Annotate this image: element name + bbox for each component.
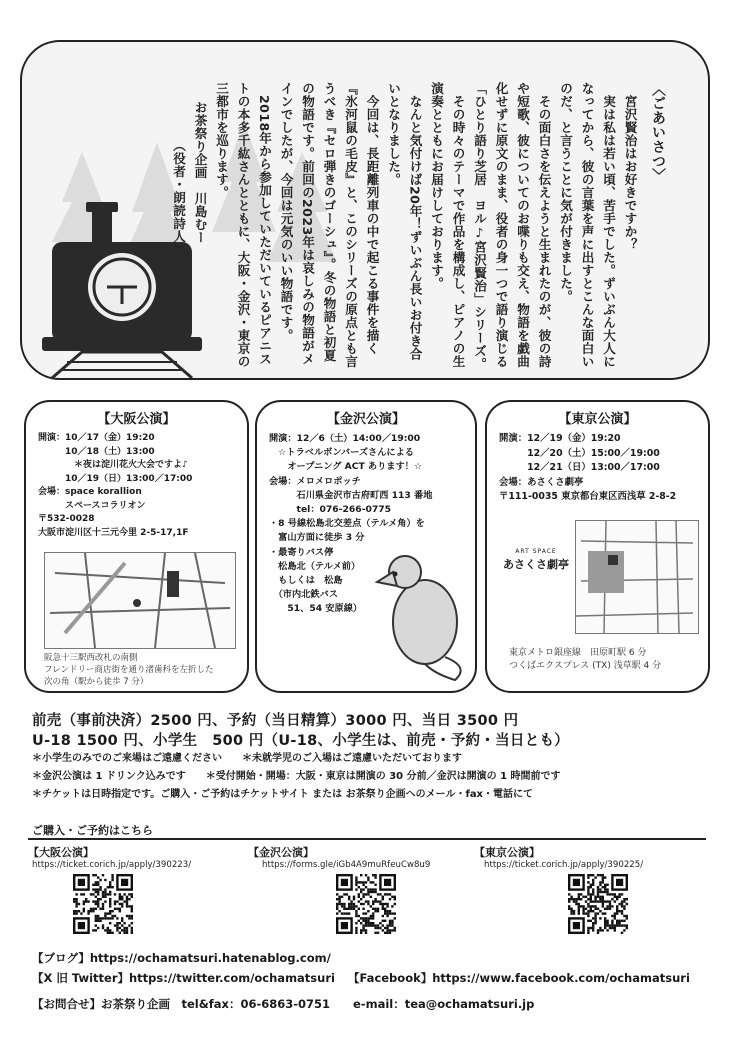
osaka-map-caption: 阪急十三駅西改札の南側 フレンドリー商店街を通り渚歯科を左折した 次の角（駅から徒歩 7 分）: [44, 653, 214, 687]
mouse-illustration: [375, 542, 475, 682]
tokyo-ticket-link[interactable]: https://ticket.corich.jp/apply/390225/: [484, 860, 644, 870]
tokyo-map-drawing: [576, 521, 698, 633]
note-3: ＊チケットは日時指定です。ご購入・ご予約はチケットサイト または お茶祭り企画へのメール・fax・電話にて: [32, 789, 534, 800]
tokyo-map: [575, 520, 699, 634]
tokyo-details: 開演：12／19（金）19:20 12／20（土）15:00／19:00 12／21（日）13:00／17:00 会場：あさくさ劇亭 〒111-0035 東京都台東区西浅草 2-8-2: [499, 433, 677, 502]
greeting-paragraph: 実は私は若い頃、苦手でした。ずいぶん大人になってから、彼の言葉を声に出すとこんな面白いのだ、と言うことに気が付きました。: [558, 82, 616, 368]
greeting-panel: [20, 40, 710, 380]
purchase-heading: ご購入・ご予約はこちら: [32, 824, 153, 837]
tokyo-qr-code[interactable]: [568, 874, 628, 934]
kanazawa-venue-card: [255, 400, 477, 693]
greeting-title: 〈ごあいさつ〉: [650, 82, 666, 183]
greeting-signature-role: （役者・朗読詩人）: [171, 138, 186, 256]
blog-link[interactable]: 【ブログ】https://ochamatsuri.hatenablog.com/: [32, 951, 331, 965]
note-1: ＊小学生のみでのご来場はご遠慮ください ＊未就学児のご入場はご遠慮いただいております: [32, 753, 462, 764]
tokyo-map-caption: 東京メトロ銀座線 田原町駅 6 分 つくばエクスプレス (TX) 浅草駅 4 分: [509, 648, 662, 671]
osaka-purchase-label: 【大阪公演】: [28, 846, 94, 859]
greeting-paragraph: 宮沢賢治はお好きですか？: [622, 94, 638, 251]
osaka-details: 開演：10／17（金）19:20 10／18（土）13:00 ＊夜は淀川花火大会ですよ♪ 10／19（日）13:00／17:00 会場：space korallion スペースコラリオン 〒532-0028 大阪市淀川区十三元今里 2-5-17,1F: [38, 433, 193, 538]
greeting-paragraph: その時々のテーマで作品を構成し、ピアノの生演奏とともにお届けしております。: [429, 82, 466, 368]
note-2: ＊金沢公演は 1 ドリンク込みです ＊受付開始・開場：大阪・東京は開演の 30 分前／金沢は開演の 1 時間前です: [32, 771, 561, 782]
greeting-paragraph: なんと気付けば20年！ずいぶん長いお付き合いとなりました。: [386, 82, 423, 360]
greeting-paragraph: 今回は、長距離列車の中で起こる事件を描く『氷河鼠の毛皮』と、このシリーズの原点とも言うべき『セロ弾きのゴーシュ』。冬の物語と初夏の物語です。前回の2023年は哀しみの物語がメインでしたが、今回は元気のいい物語です。: [278, 82, 380, 368]
osaka-ticket-link[interactable]: https://ticket.corich.jp/apply/390223/: [32, 860, 192, 870]
tokyo-logo: あさくさ劇亭: [503, 558, 569, 571]
kanazawa-qr-code[interactable]: [336, 874, 396, 934]
kanazawa-purchase-label: 【金沢公演】: [248, 846, 314, 859]
osaka-venue-card: [24, 400, 249, 693]
price-line-1: 前売（事前決済）2500 円、予約（当日精算）3000 円、当日 3500 円: [32, 713, 519, 729]
osaka-map-drawing: [45, 553, 235, 648]
divider: [28, 838, 706, 840]
kanazawa-details: 開演：12／6（土）14:00／19:00 ☆トラベルボンバーズさんによる オープニング ACT あります！☆ 会場：メロメロポッチ 石川県金沢市古府町西 113 番地 tel：076-266-0775 ・8 号線松島北交差点（テルメ角）を 富山方面に徒歩 3 分 ・最寄りバス停 松島北（テルメ前） もしくは 松島 （市内北鉄バス 51、54 安原線）: [269, 433, 433, 615]
tokyo-purchase-label: 【東京公演】: [474, 846, 540, 859]
greeting-text: [168, 82, 669, 372]
tokyo-venue-card: [485, 400, 710, 693]
x-link[interactable]: 【X 旧 Twitter】https://twitter.com/ochamatsuri: [32, 971, 335, 985]
greeting-paragraph: その面白さを伝えようと生まれたのが、彼の詩や短歌、彼についてのお喋りも交え、物語を戯曲化せずに原文のまま、役者の身一つで語り演じる「ひとり語り芝居 ヨル♪宮沢賢治」シリーズ。: [472, 82, 552, 371]
kanazawa-title: 【金沢公演】: [326, 412, 405, 427]
tokyo-title: 【東京公演】: [558, 412, 637, 427]
osaka-map: [44, 552, 236, 649]
osaka-title: 【大阪公演】: [97, 412, 176, 427]
greeting-signature: お茶祭り企画 川島むー: [192, 100, 208, 244]
tokyo-logo-small: ART SPACE: [515, 548, 557, 555]
facebook-link[interactable]: 【Facebook】https://www.facebook.com/ochamatsuri: [348, 971, 690, 985]
greeting-paragraph: 2018年から参加していただいているピアニストの本多千紘さんとともに、大阪・金沢・東京の三都市を巡ります。: [214, 82, 272, 368]
kanazawa-ticket-link[interactable]: https://forms.gle/iGb4A9muRfeuCw8u9: [262, 860, 431, 870]
contact-info: 【お問合せ】お茶祭り企画 tel&fax：06-6863-0751 e-mail：tea@ochamatsuri.jp: [32, 997, 535, 1011]
price-line-2: U-18 1500 円、小学生 500 円（U-18、小学生は、前売・予約・当日とも）: [32, 733, 570, 749]
osaka-qr-code[interactable]: [73, 874, 133, 934]
